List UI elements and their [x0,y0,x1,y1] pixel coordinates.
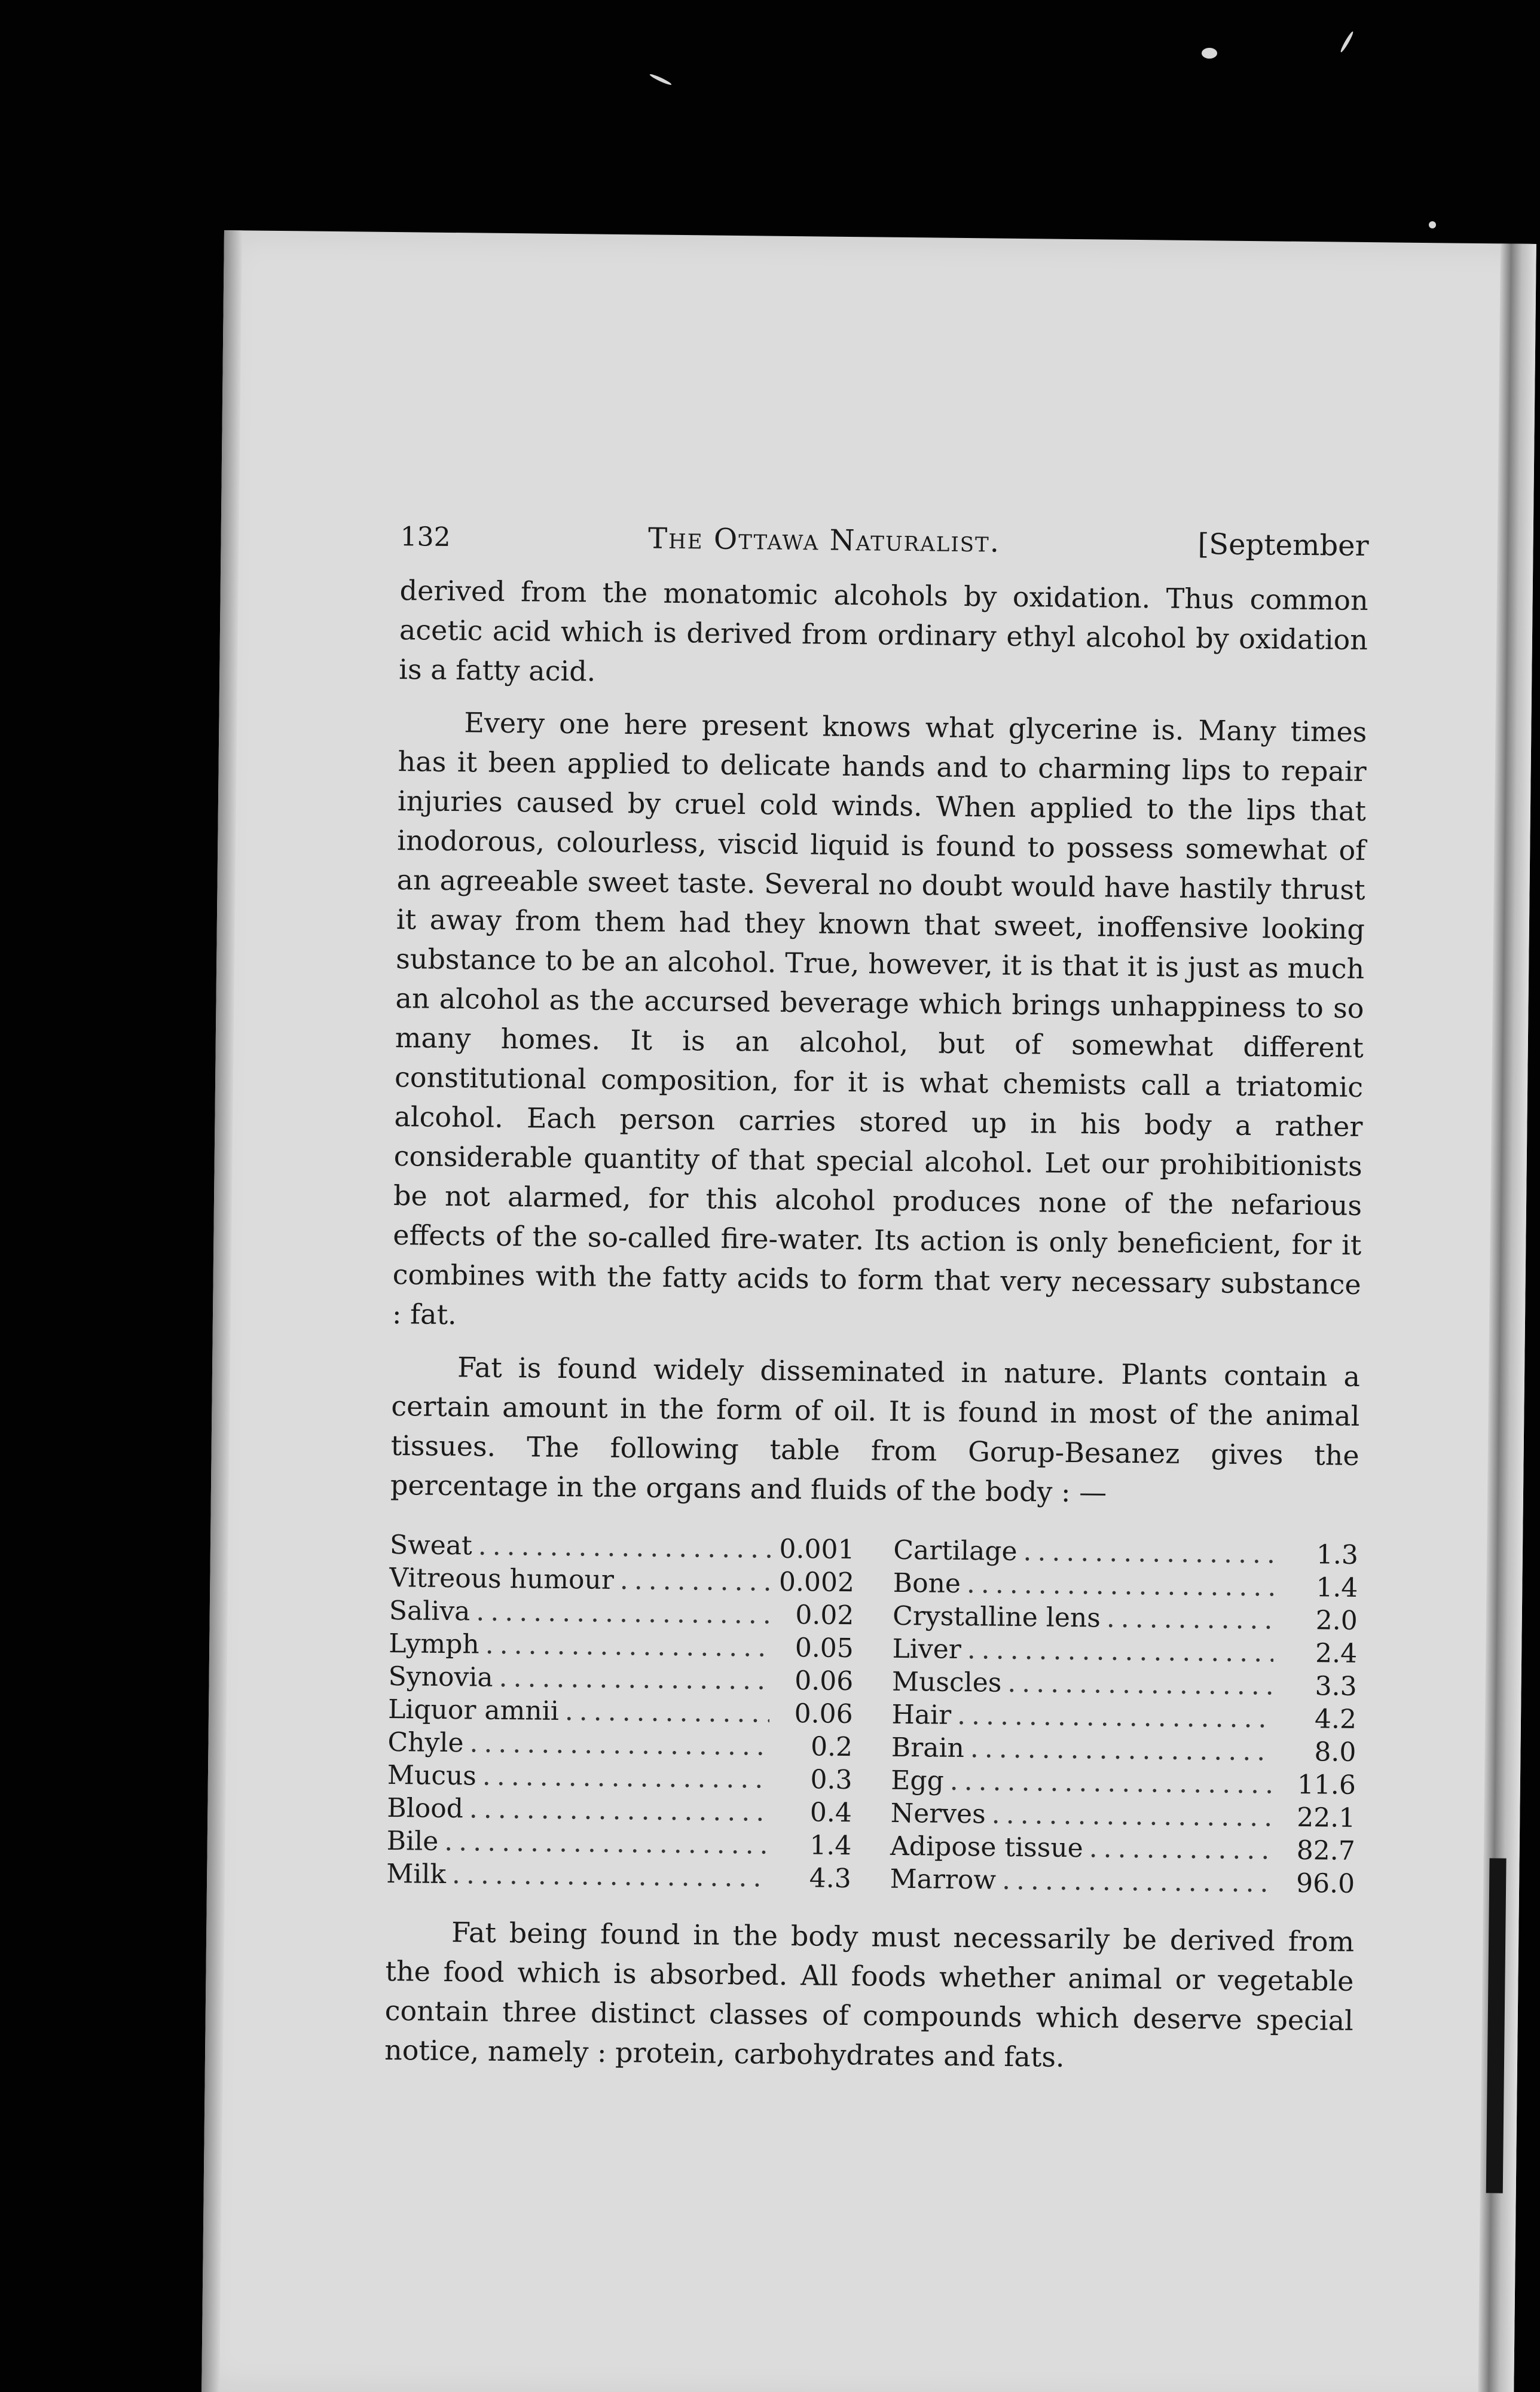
paragraph-glycerine: Every one here present knows what glycerine is. Many times has it been applied to delicate hands and to charming lips to repair injuries caused by cruel cold winds. When applied to the lips that inodorous, colourless, viscid liquid is found to possess somewhat of an agreeable sweet taste. Several no doubt would have hastily thrust it away from them had they known that sweet, inoffensive looking substance to be an alcohol. True, however, it is that it is just as much an alcohol as the accursed beverage which brings unhappiness to so many homes. It is an alcohol, but of somewhat different constitutional composition, for it is what chemists call a triatomic alcohol. Each person carries stored up in his body a rather considerable quantity of that special alcohol. Let our prohibitionists be not alarmed, for this alcohol produces none of the nefarious effects of the so-called fire-water. Its action is only beneficient, for it combines with the fatty acids to form that very necessary substance : fat. [392,706,1367,1331]
tissue-name: Sweat [389,1530,473,1561]
page-content [384,519,1369,2080]
leader-dots [476,1595,771,1631]
tissue-name: Mucus [387,1760,477,1792]
leader-dots [1002,1864,1272,1900]
leader-dots [967,1567,1275,1603]
tissue-name: Marrow [890,1863,997,1896]
tissue-name: Blood [387,1792,464,1824]
page-edge-shadow [201,230,242,2392]
fat-value: 11.6 [1297,1769,1356,1801]
book-spine [1478,243,1536,2392]
table-row [389,1561,854,1599]
spine-dark-band [1486,1858,1507,2193]
table-row [388,1660,853,1698]
fat-value: 1.4 [809,1830,852,1862]
table-row [890,1863,1355,1900]
leader-dots [478,1530,771,1566]
tissue-name: Chyle [387,1727,464,1759]
table-column-left [386,1528,855,1895]
table-row [892,1633,1357,1670]
tissue-name: Bone [893,1567,961,1600]
fat-value: 3.3 [1315,1671,1357,1702]
table-column-right [890,1534,1358,1900]
leader-dots [967,1633,1274,1669]
tissue-name: Bile [386,1825,439,1857]
fat-value: 8.0 [1314,1737,1356,1768]
leader-dots [970,1732,1273,1768]
fat-value: 4.3 [809,1863,852,1894]
table-row [388,1693,853,1731]
journal-title: The Ottawa Naturalist. [647,521,1001,559]
table-row [893,1600,1358,1637]
tissue-name: Adipose tissue [890,1830,1083,1864]
dust-speck [1339,30,1354,53]
page-number: 132 [400,521,451,553]
table-row [891,1731,1356,1769]
tissue-name: Vitreous humour [389,1563,615,1595]
tissue-name: Muscles [891,1666,1002,1698]
leader-dots [469,1792,769,1828]
table-row [891,1764,1356,1802]
leader-dots [469,1726,769,1762]
table-row [891,1698,1356,1736]
leader-dots [1007,1667,1273,1703]
tissue-name: Crystalline lens [892,1600,1101,1634]
leader-dots [482,1760,769,1796]
table-row [390,1528,855,1566]
table-row [893,1567,1358,1604]
table-row [387,1726,852,1764]
dust-speck [1429,221,1436,228]
table-row [890,1830,1355,1868]
fat-value: 2.4 [1315,1638,1358,1669]
fat-value: 1.4 [1316,1572,1358,1603]
paragraph-closing: Fat being found in the body must necessarily be derived from the food which is absorbed. All foods whether animal or vegetable contain three distinct classes of compounds which deserve special notice, namely : protein, carbohydrates and fats. [384,1916,1355,2073]
fat-value: 22.1 [1297,1802,1356,1833]
table-row [386,1857,851,1895]
fat-value: 96.0 [1295,1868,1355,1899]
dust-speck [1202,48,1217,59]
tissue-name: Egg [891,1765,945,1796]
fat-percentage-table [386,1528,1358,1900]
tissue-name: Hair [891,1699,952,1731]
fat-value: 0.06 [794,1698,853,1730]
leader-dots [499,1661,769,1697]
dust-speck [649,73,673,86]
running-head [400,519,1368,563]
paragraph-fat-intro: Fat is found widely disseminated in nature. Plants contain a certain amount in the form of oil. It is found in most of the animal tissues. The following table from Gorup-Besanez gives the percentage in the organs and fluids of the body : — [390,1351,1361,1509]
leader-dots [992,1798,1272,1834]
leader-dots [957,1699,1273,1735]
leader-dots [949,1765,1272,1801]
table-row [890,1797,1355,1835]
leader-dots [444,1825,768,1862]
fat-value: 0.002 [778,1566,855,1598]
table-row [893,1534,1358,1572]
tissue-name: Nerves [890,1798,986,1830]
table-row [387,1792,852,1829]
tissue-name: Synovia [388,1661,493,1693]
tissue-name: Lymph [388,1628,480,1660]
tissue-name: Liver [892,1633,962,1665]
fat-value: 0.05 [795,1633,854,1664]
fat-value: 0.001 [779,1533,855,1566]
fat-value: 0.06 [795,1665,854,1697]
issue-month: [September [1197,527,1369,563]
table-row [387,1759,852,1796]
leader-dots [1023,1535,1275,1570]
leader-dots [620,1564,771,1598]
leader-dots [1089,1832,1272,1866]
tissue-name: Liquor amnii [387,1694,560,1726]
fat-value: 0.4 [809,1797,852,1829]
fat-value: 82.7 [1296,1835,1355,1866]
fat-value: 0.2 [810,1731,853,1763]
table-row [389,1627,854,1665]
table-row [389,1594,854,1632]
leader-dots [1107,1602,1274,1637]
leader-dots [485,1628,770,1664]
table-row [892,1665,1357,1703]
paragraph-continuation: derived from the monatomic alcohols by oxidation. Thus common acetic acid which is derived from ordinary ethyl alcohol by oxidation is a fatty acid. [399,574,1368,688]
leader-dots [452,1858,768,1894]
tissue-name: Cartilage [893,1534,1018,1567]
fat-value: 0.3 [810,1764,852,1796]
tissue-name: Saliva [389,1595,470,1627]
fat-value: 0.02 [795,1600,854,1631]
tissue-name: Milk [386,1858,447,1890]
leader-dots [565,1695,769,1730]
tissue-name: Brain [891,1732,965,1764]
table-row [387,1824,852,1862]
book-page [201,230,1536,2392]
fat-value: 1.3 [1316,1539,1359,1570]
fat-value: 4.2 [1314,1704,1357,1735]
fat-value: 2.0 [1315,1605,1358,1636]
